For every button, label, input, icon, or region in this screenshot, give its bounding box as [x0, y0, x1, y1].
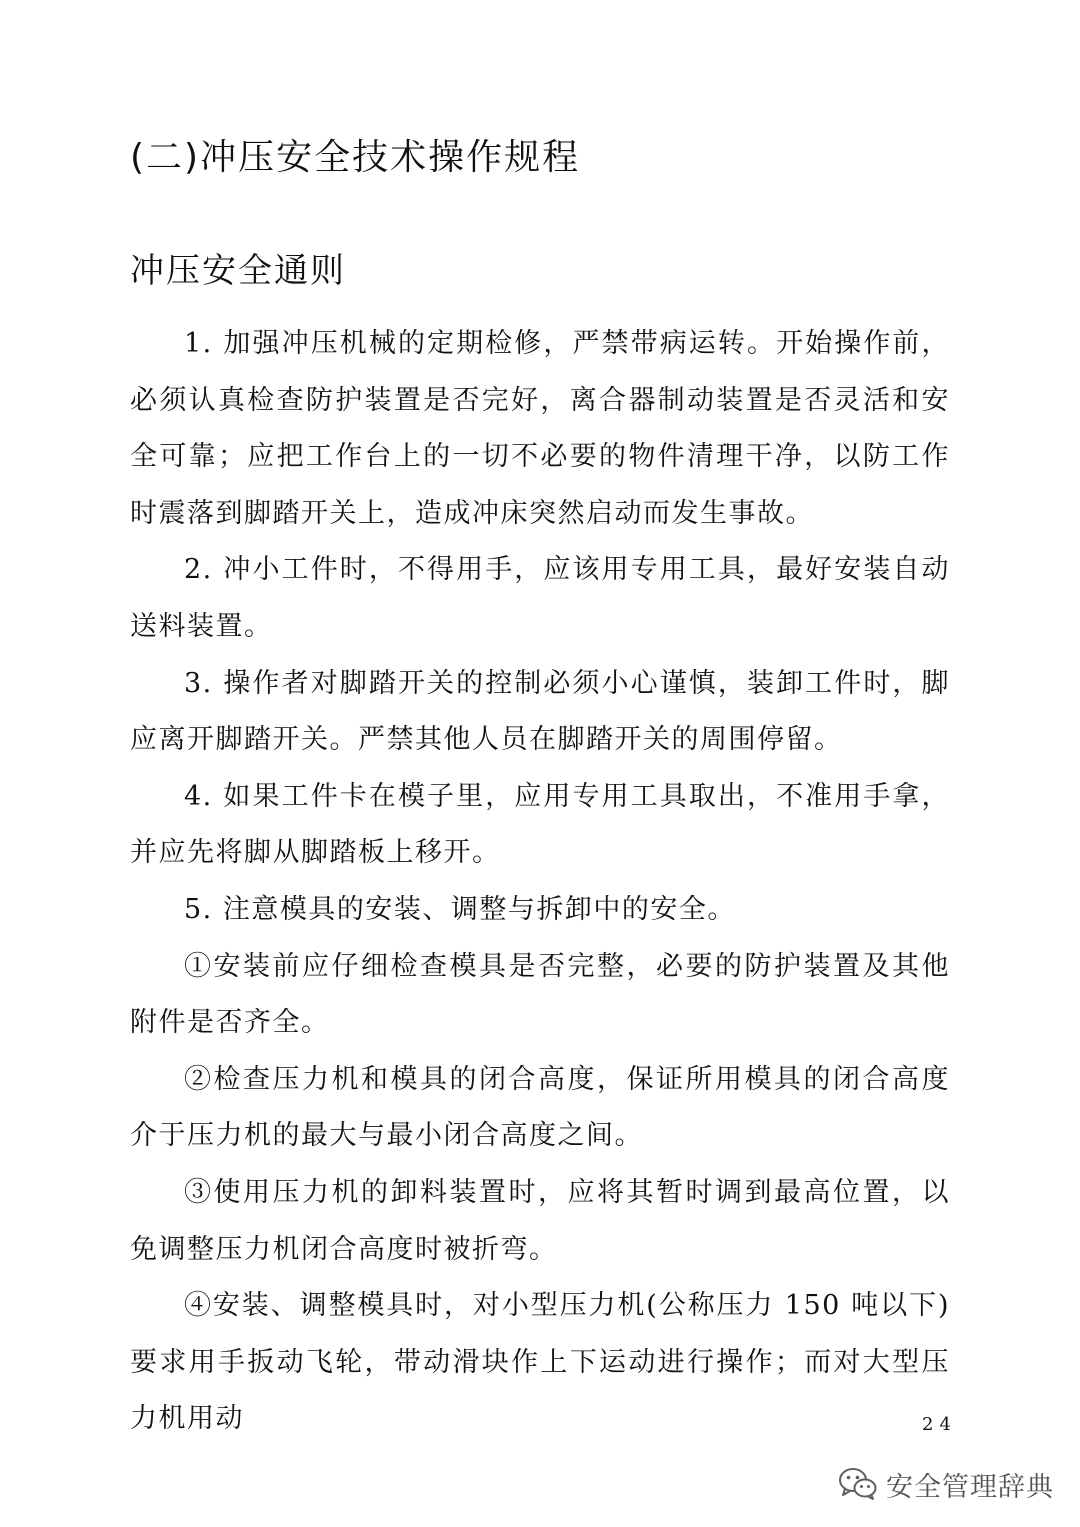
- watermark-text: 安全管理辞典: [886, 1471, 1054, 1503]
- paragraph-1: 1. 加强冲压机械的定期检修，严禁带病运转。开始操作前，必须认真检查防护装置是否完好，离合器制动装置是否灵活和安全可靠；应把工作台上的一切不必要的物件清理干净，以防工作时震落到脚踏开关上，造成冲床突然启动而发生事故。: [130, 328, 950, 529]
- page-number: 24: [922, 1414, 957, 1435]
- subsection-title: 冲压安全通则: [130, 251, 346, 291]
- wechat-icon: [838, 1466, 878, 1502]
- paragraph-5-3: ③使用压力机的卸料装置时，应将其暂时调到最高位置，以免调整压力机闭合高度时被折弯。: [130, 1176, 950, 1265]
- section-title: (二)冲压安全技术操作规程: [130, 137, 581, 178]
- paragraph-5-4: ④安装、调整模具时，对小型压力机(公称压力 150 吨以下)要求用手扳动飞轮，带动滑块作上下运动进行操作；而对大型压力机用动: [130, 1290, 950, 1435]
- body-text: [130, 316, 950, 1448]
- paragraph-5-1: ①安装前应仔细检查模具是否完整，必要的防护装置及其他附件是否齐全。: [130, 950, 950, 1039]
- paragraph-5: 5. 注意模具的安装、调整与拆卸中的安全。: [184, 893, 736, 925]
- paragraph-2: 2. 冲小工件时，不得用手，应该用专用工具，最好安装自动送料装置。: [130, 554, 950, 642]
- paragraph-3: 3. 操作者对脚踏开关的控制必须小心谨慎，装卸工件时，脚应离开脚踏开关。严禁其他人员在脚踏开关的周围停留。: [130, 667, 950, 756]
- watermark: [838, 1462, 1054, 1506]
- paragraph-5-2: ②检查压力机和模具的闭合高度，保证所用模具的闭合高度介于压力机的最大与最小闭合高度之间。: [130, 1063, 950, 1152]
- paragraph-4: 4. 如果工件卡在模子里，应用专用工具取出，不准用手拿，并应先将脚从脚踏板上移开。: [130, 780, 950, 869]
